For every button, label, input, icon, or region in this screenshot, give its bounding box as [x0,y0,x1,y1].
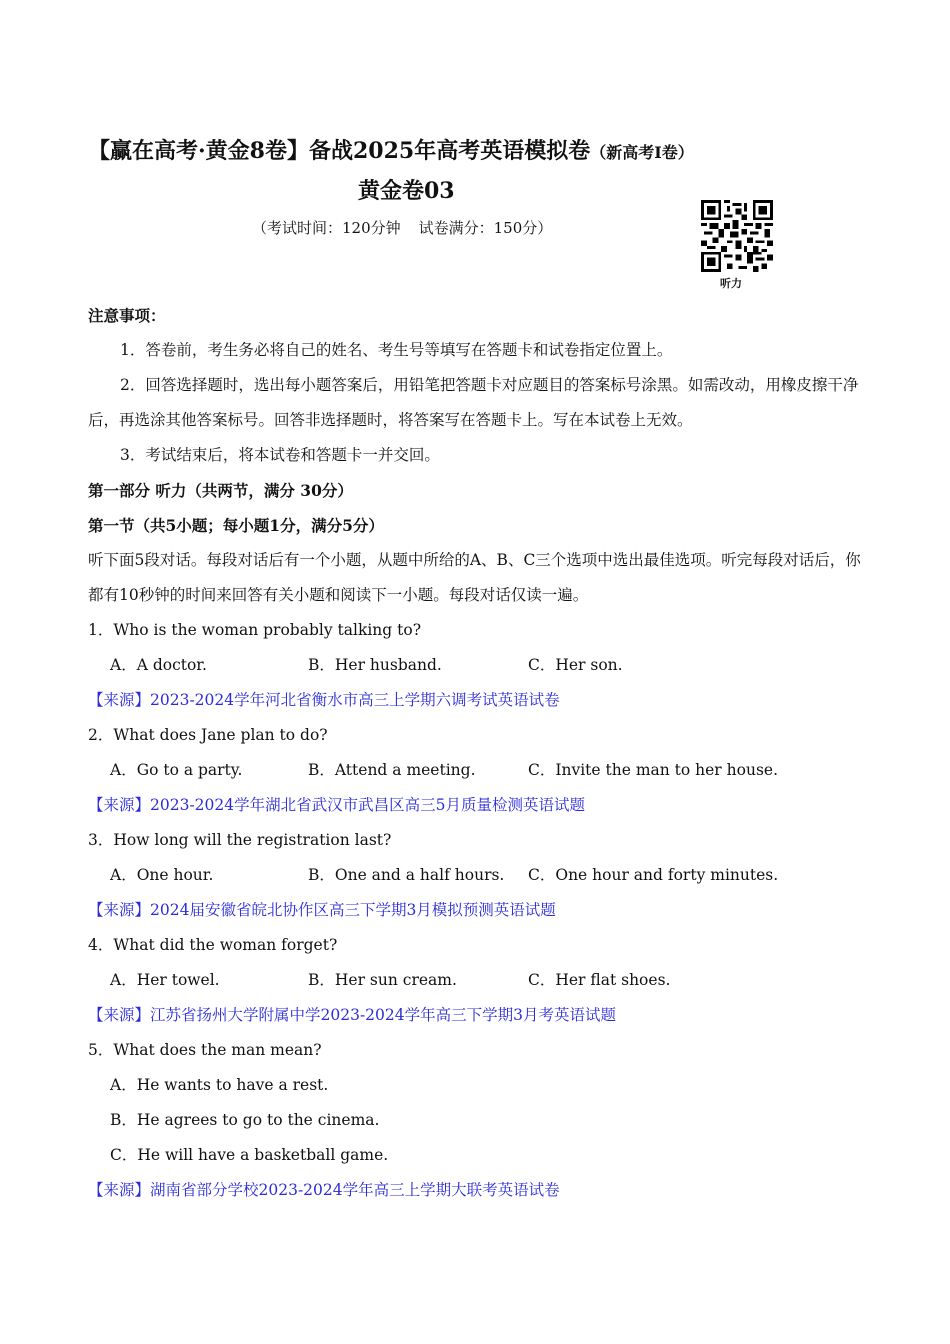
question-1-source: 【来源】2023-2024学年河北省衡水市高三上学期六调考试英语试卷 [88,691,560,709]
question-2-options [88,753,868,788]
option-c[interactable]: C．Her flat shoes. [528,971,671,989]
qr-code-icon[interactable] [697,200,777,272]
page-title [88,134,808,165]
part1-heading: 第一部分 听力（共两节，满分 30分） [88,481,353,500]
qr-label: 听力 [720,277,742,290]
question-3: 3．How long will the registration last? [88,831,392,849]
title-main: 【赢在高考·黄金8卷】备战2025年高考英语模拟卷 [88,138,591,164]
option-c[interactable]: C．Invite the man to her house. [528,761,778,779]
paper-number: 黄金卷03 [358,178,455,204]
question-4: 4．What did the woman forget? [88,936,338,954]
option-b[interactable]: B．Her husband. [308,656,442,674]
option-c[interactable]: C．He will have a basketball game. [110,1146,389,1164]
section1-instructions: 听下面5段对话。每段对话后有一个小题，从题中所给的A、B、C三个选项中选出最佳选项。听完每段对话后，你都有10秒钟的时间来回答有关小题和阅读下一小题。每段对话仅读一遍。 [88,551,861,604]
option-a[interactable]: A．One hour. [110,866,214,884]
exam-content [88,298,868,1208]
option-b[interactable]: B．One and a half hours. [308,866,505,884]
notice-item-2: 2．回答选择题时，选出每小题答案后，用铅笔把答题卡对应题目的答案标号涂黑。如需改动，用橡皮擦干净后，再选涂其他答案标号。回答非选择题时，将答案写在答题卡上。写在本试卷上无效。 [88,376,859,429]
notice-item-3: 3．考试结束后，将本试卷和答题卡一并交回。 [120,446,440,464]
option-a[interactable]: A．A doctor. [110,656,207,674]
question-3-options [88,858,868,893]
question-3-source: 【来源】2024届安徽省皖北协作区高三下学期3月模拟预测英语试题 [88,901,556,919]
question-1: 1．Who is the woman probably talking to? [88,621,422,639]
notice-item-1: 1．答卷前，考生务必将自己的姓名、考生号等填写在答题卡和试卷指定位置上。 [120,341,673,359]
option-b[interactable]: B．He agrees to go to the cinema. [110,1111,380,1129]
option-b[interactable]: B．Her sun cream. [308,971,457,989]
option-a[interactable]: A．Go to a party. [110,761,243,779]
option-a[interactable]: A．He wants to have a rest. [110,1076,329,1094]
question-1-options [88,648,868,683]
title-sub: （新高考I卷） [590,143,694,162]
question-4-source: 【来源】江苏省扬州大学附属中学2023-2024学年高三下学期3月考英语试题 [88,1006,616,1024]
section1-heading: 第一节（共5小题；每小题1分，满分5分） [88,516,384,535]
question-2: 2．What does Jane plan to do? [88,726,328,744]
option-c[interactable]: C．One hour and forty minutes. [528,866,779,884]
exam-time: （考试时间：120分钟 [252,219,401,237]
question-2-source: 【来源】2023-2024学年湖北省武汉市武昌区高三5月质量检测英语试题 [88,796,585,814]
option-b[interactable]: B．Attend a meeting. [308,761,476,779]
option-a[interactable]: A．Her towel. [110,971,220,989]
question-5-source: 【来源】湖南省部分学校2023-2024学年高三上学期大联考英语试卷 [88,1181,560,1199]
notice-heading: 注意事项： [88,306,166,325]
question-5: 5．What does the man mean? [88,1041,322,1059]
question-4-options [88,963,868,998]
exam-score: 试卷满分：150分） [418,219,553,237]
exam-info [252,217,552,238]
option-c[interactable]: C．Her son. [528,656,623,674]
